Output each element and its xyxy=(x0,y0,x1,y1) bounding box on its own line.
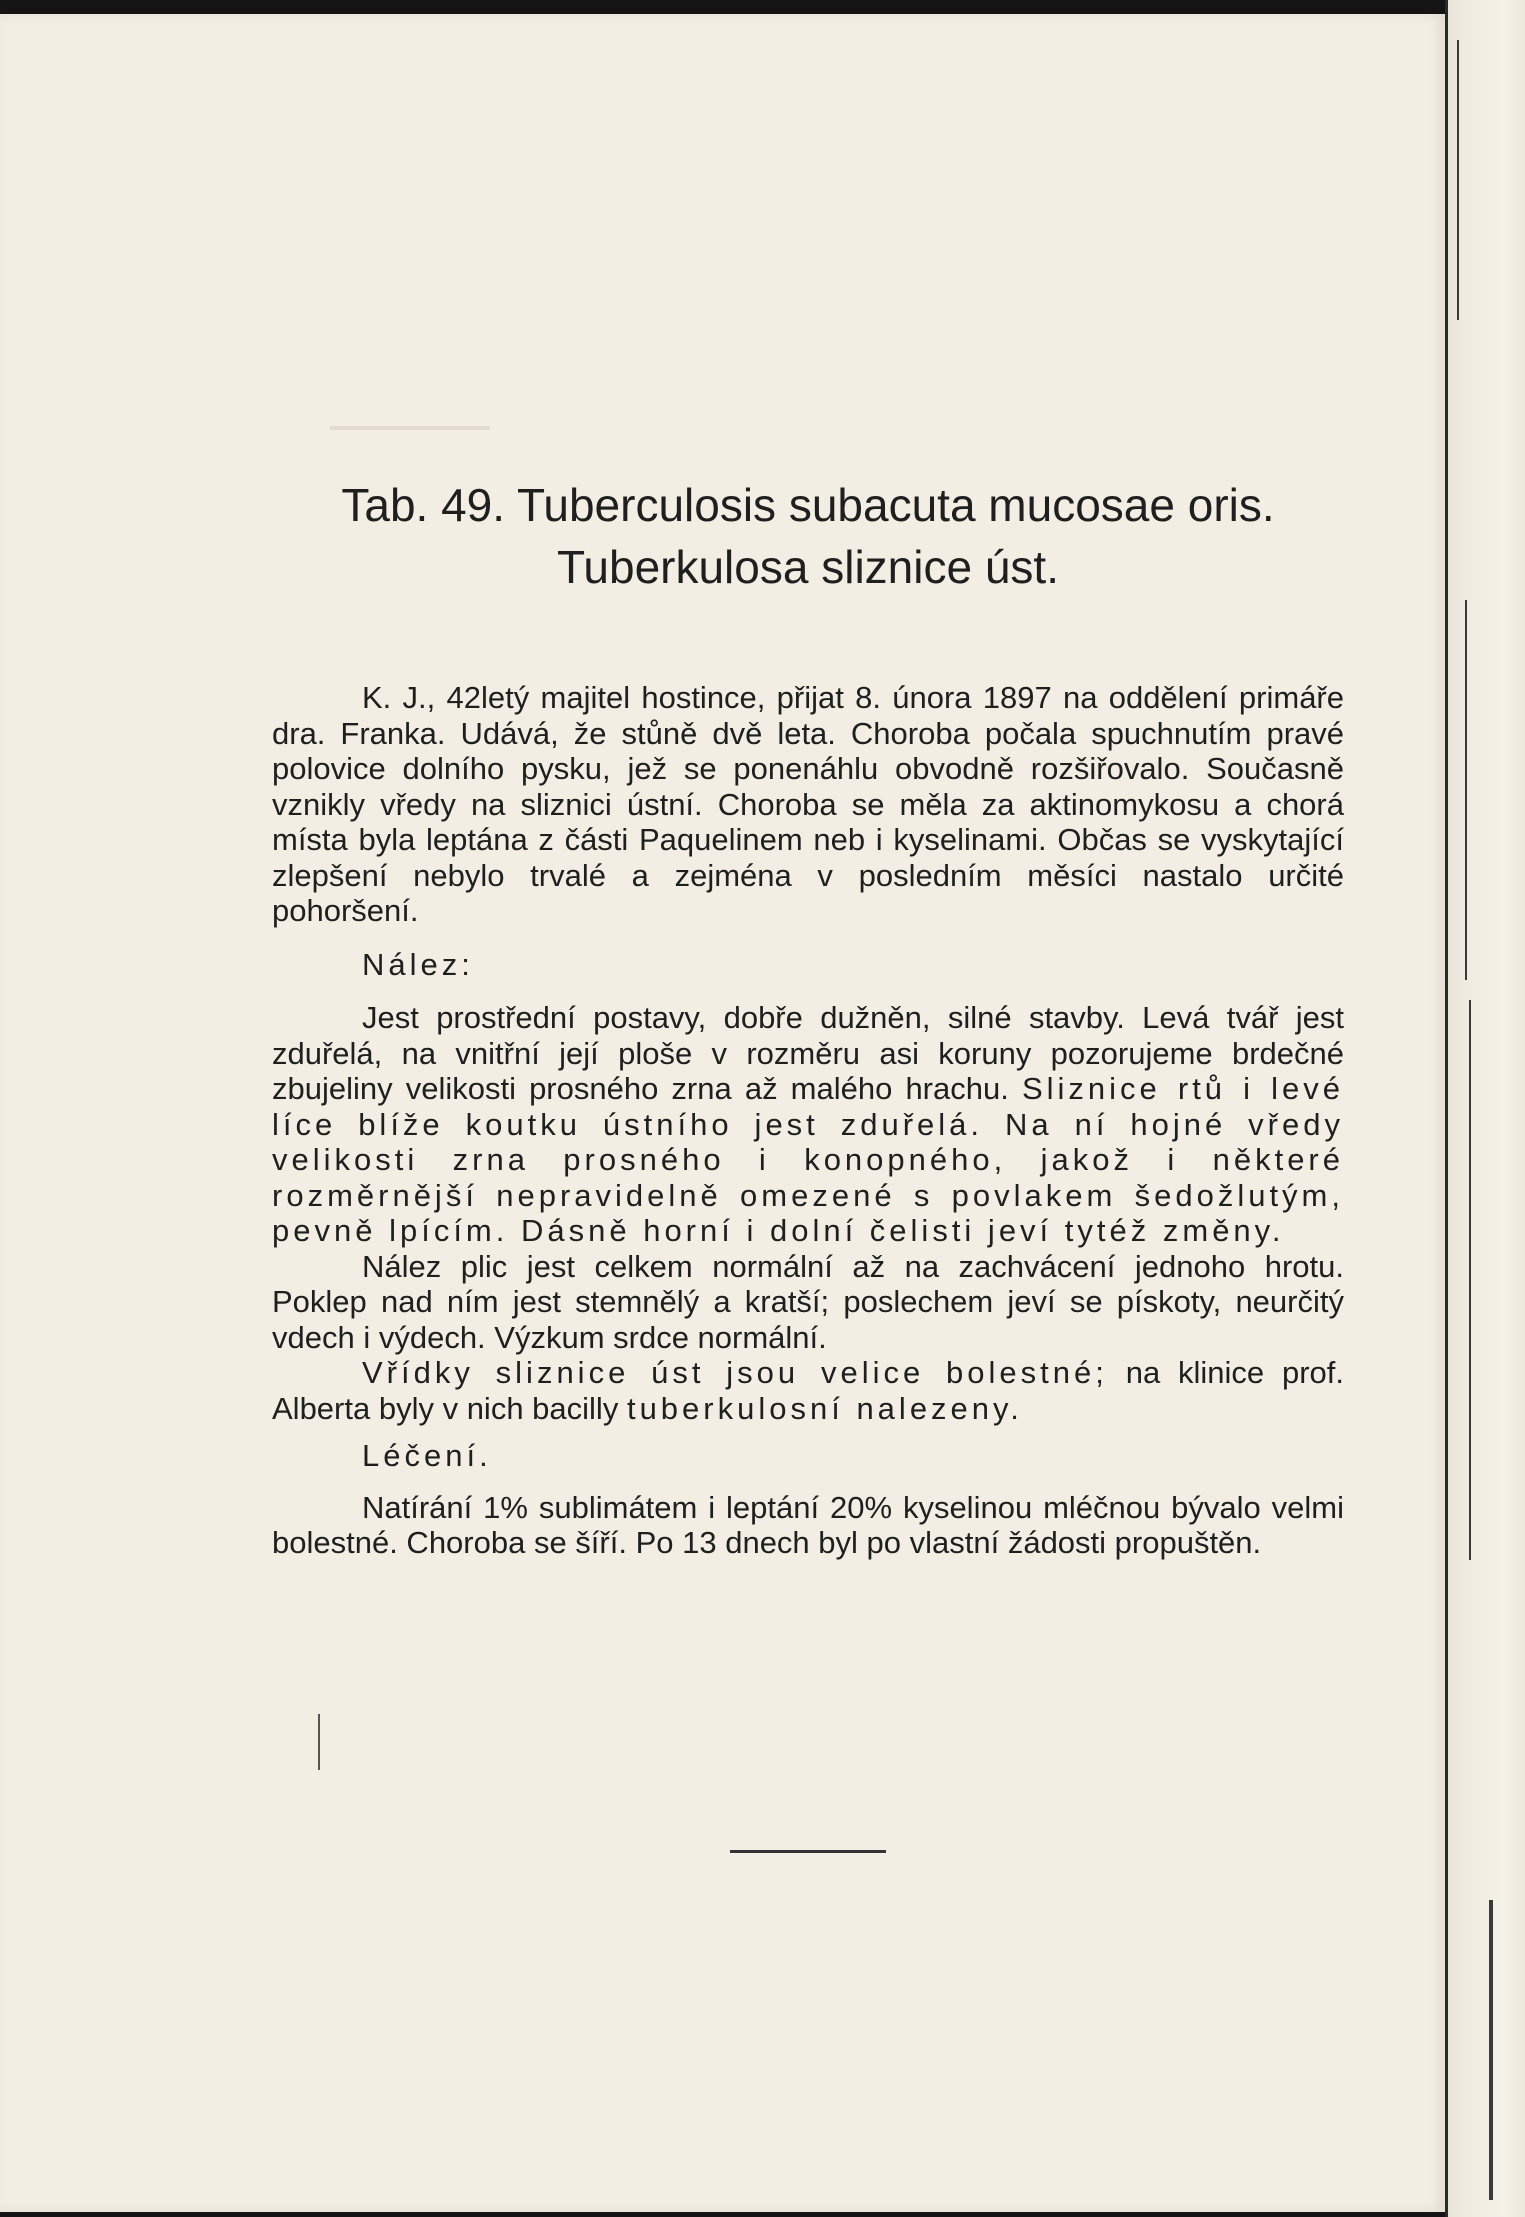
findings-heading: Nález: xyxy=(362,946,474,982)
findings-text: Jest prostřední postavy, dobře dužněn, silné stavby. Levá tvář jest zduřelá, na vnitřní její ploše v rozměru asi koruny pozorujeme brdečné zbujeliny velikosti prosného zrna až malého hrachu. xyxy=(272,1000,1344,1106)
margin-mark xyxy=(318,1714,320,1770)
title-line-1: Tab. 49. Tuberculosis subacuta mucosae oris. xyxy=(341,479,1275,531)
findings-text-2: na klinice prof. Alberta byly v nich bacilly xyxy=(272,1355,1344,1426)
treatment-text: Natírání 1% sublimátem i leptání 20% kyselinou mléčnou bývalo velmi bolestné. Choroba se šíří. Po 13 dnech byl po vlastní žádosti propuštěn. xyxy=(272,1489,1344,1560)
page-gutter xyxy=(1445,0,1448,2217)
findings-emphasis: Sliznice rtů i levé líce blíže koutku ústního jest zduřelá. Na ní hojné vředy velikosti zrna prosného i konopného, jakož i některé rozměrnější nepravidelně omezené s povlakem šedožlutým, pevně lpícím. Dásně horní i dolní čelisti jeví tytéž změny. xyxy=(272,1071,1344,1248)
findings-paragraph-2: Nález plic jest celkem normální až na zachvácení jednoho hrotu. Poklep nad ním jest stemnělý a kratší; poslechem jeví se pískoty, neurčitý vdech i výdech. Výzkum srdce normální. xyxy=(272,1248,1344,1355)
treatment-heading: Léčení. xyxy=(362,1438,492,1473)
next-page-edge xyxy=(1445,0,1525,2217)
title-line-2: Tuberkulosa sliznice úst. xyxy=(557,541,1059,593)
findings-paragraph-1 xyxy=(272,1000,1344,1249)
bleed-through-mark xyxy=(330,426,490,430)
edge-line xyxy=(1469,1000,1471,1560)
findings-paragraph-3 xyxy=(272,1355,1344,1426)
end-rule xyxy=(730,1850,886,1853)
edge-line xyxy=(1489,1900,1493,2200)
edge-line xyxy=(1457,40,1459,320)
case-history: K. J., 42letý majitel hostince, přijat 8. února 1897 na oddělení primáře dra. Franka. Udává, že stůně dvě leta. Choroba počala spuchnutím pravé polovice dolního pysku, jež se ponenáhlu obvodně rozšiřovalo. Současně vznikly vředy na sliznici ústní. Choroba se měla za aktinomykosu a chorá místa byla leptána z části Paquelinem neb i kyselinami. Občas se vyskytající zlepšení nebylo trvalé a zejména v posledním měsíci nastalo určité pohoršení. xyxy=(272,680,1344,928)
findings-emphasis-2: Vřídky sliznice úst jsou velice bolestné; xyxy=(362,1355,1108,1390)
book-page xyxy=(0,14,1445,2212)
findings-emphasis-3: tuberkulosní nalezeny. xyxy=(626,1390,1023,1426)
body-text xyxy=(272,680,1344,1561)
edge-line xyxy=(1465,600,1467,980)
